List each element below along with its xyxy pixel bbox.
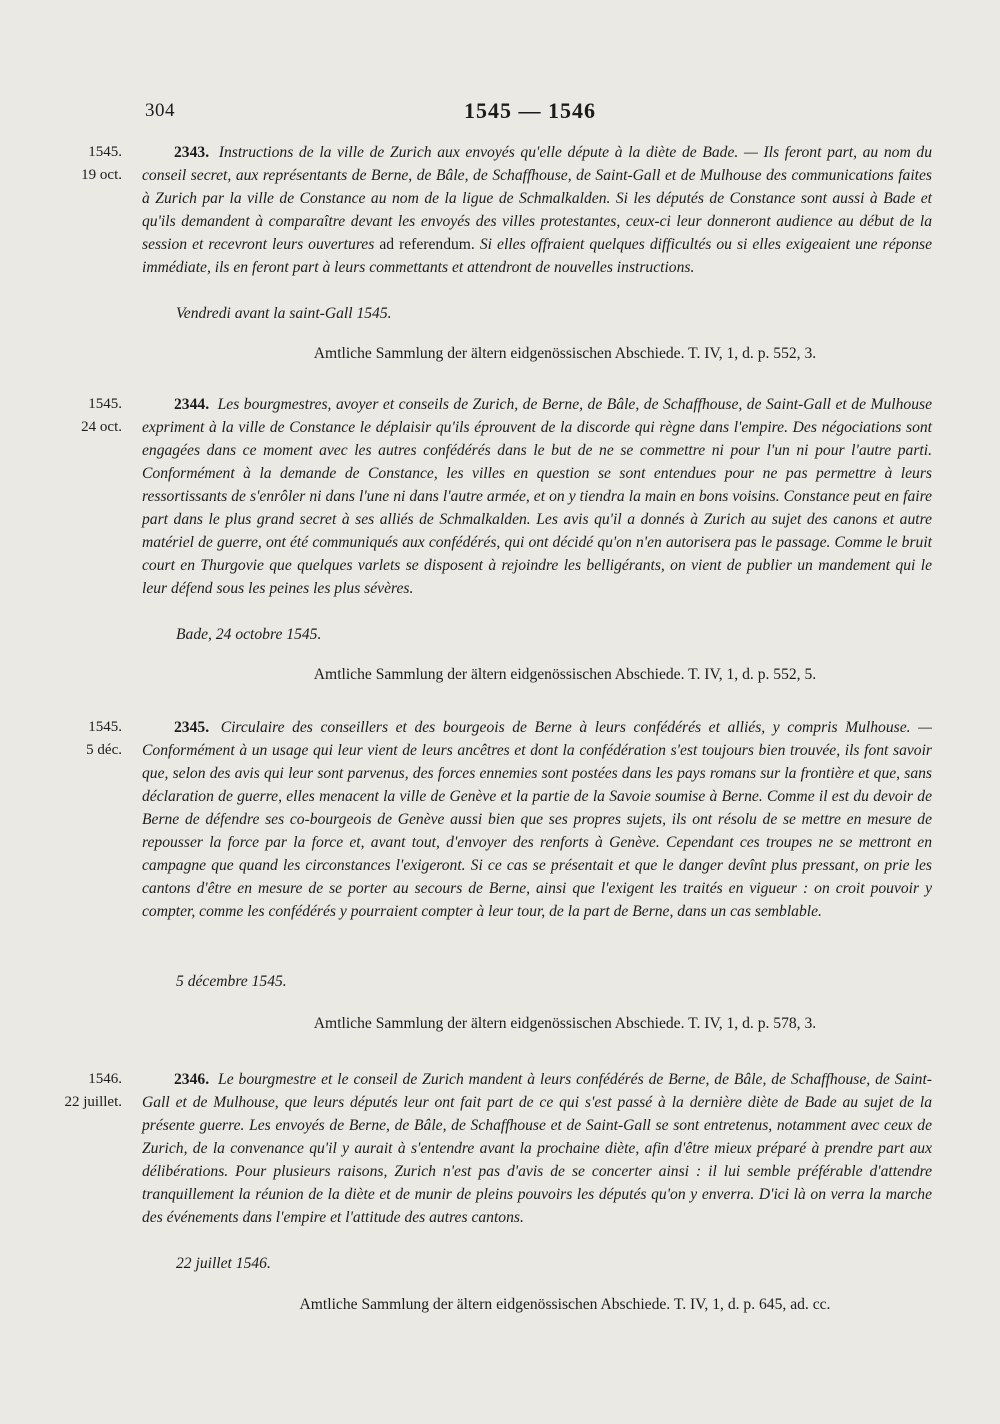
entry-source: Amtliche Sammlung der ältern eidgenössischen Abschiede. T. IV, 1, d. p. 645, ad. cc.: [299, 1296, 831, 1313]
entry-text-part: Circulaire des conseillers et des bourgeois de Berne à leurs confédérés et alliés, y compris Mulhouse. — Conformément à un usage qui leur vient de leurs ancêtres et dont la confédération s'est toujours bien trouvée, ils font savoir que, selon des avis qui leur sont parvenus, des forces ennemies sont postées dans les pays romans sur la frontière et que, sans déclaration de guerre, elles menacent la ville de Genève et la partie de la Savoie soumise à Berne. Comme il est du devoir de Berne de défendre ses co-bourgeois de Genève aussi bien que ses propres sujets, ils ont résolu de se mettre en mesure de repousser la force par la force et, avant tout, d'envoyer des renforts à Genève. Cependant ces troupes ne se mettront en campagne que quand les circonstances l'exigeront. Si ce cas se présentait et que le danger devînt plus pressant, on prie les cantons d'être en mesure de se porter au secours de Berne, ainsi que l'exigent les traités en vigueur : on croit pouvoir y compter, comme les confédérés y pourraient compter à leur tour, de la part de Berne, dans un cas semblable.: [142, 719, 932, 920]
margin-date: [40, 716, 122, 762]
margin-year: 1545.: [88, 719, 122, 735]
entry-source: Amtliche Sammlung der ältern eidgenössischen Abschiede. T. IV, 1, d. p. 578, 3.: [313, 1015, 817, 1032]
entry-date: Bade, 24 octobre 1545.: [176, 626, 322, 643]
page-number: 304: [145, 100, 175, 121]
margin-date: [40, 393, 122, 439]
entry-text-part: Les bourgmestres, avoyer et conseils de Zurich, de Berne, de Bâle, de Schaffhouse, de Saint-Gall et de Mulhouse expriment à la ville de Constance le déplaisir qu'ils éprouvent de la discorde qui règne dans l'empire. Des négociations sont engagées dans ce moment avec les autres confédérés dans le but de ne se commettre ni pour l'un ni pour l'autre parti. Conformément à la demande de Constance, les villes en question se sont entendues pour ne pas permettre à leurs ressortissants de s'enrôler ni dans l'une ni dans l'autre armée, et on y tiendra la main en bons voisins. Constance peut en faire part dans le plus grand secret à ses alliés de Schmalkalden. Les avis qu'il a donnés à Zurich au sujet des canons et autre matériel de guerre, ont été communiqués aux confédérés, qui ont décidé qu'on n'en autorisera pas le passage. Comme le bruit court en Thurgovie que quelques varlets se disposent à rejoindre les belligérants, on vient de publier un mandement qui le leur défend sous les peines les plus sévères.: [142, 396, 933, 597]
entry-number: 2343.: [174, 144, 210, 161]
entry-source: Amtliche Sammlung der ältern eidgenössischen Abschiede. T. IV, 1, d. p. 552, 3.: [313, 345, 817, 362]
margin-day: 22 juillet.: [64, 1094, 122, 1110]
margin-date: [40, 141, 122, 187]
margin-day: 19 oct.: [81, 167, 122, 183]
entry-date: 22 juillet 1546.: [176, 1255, 271, 1272]
entry-text: [142, 393, 932, 600]
entry-number: 2344.: [174, 396, 210, 413]
margin-year: 1545.: [88, 396, 122, 412]
entry-number: 2346.: [174, 1071, 210, 1088]
entry-text: [142, 716, 932, 923]
margin-year: 1545.: [88, 144, 122, 160]
entry-number: 2345.: [174, 719, 210, 736]
entry-text-roman: ad referendum.: [379, 236, 475, 253]
margin-date: [40, 1068, 122, 1114]
entry-date: 5 décembre 1545.: [176, 973, 287, 990]
margin-day: 5 déc.: [86, 742, 122, 758]
entry-text: [142, 141, 932, 279]
entry-date: Vendredi avant la saint-Gall 1545.: [176, 305, 392, 322]
page-title: 1545 — 1546: [464, 98, 596, 123]
entry-source: Amtliche Sammlung der ältern eidgenössischen Abschiede. T. IV, 1, d. p. 552, 5.: [313, 666, 817, 683]
margin-year: 1546.: [88, 1071, 122, 1087]
margin-day: 24 oct.: [81, 419, 122, 435]
entry-text-part: Si elles offraient quelques difficultés ou si elles exigeaient une réponse immédiate, ils en feront part à leurs commettants et attendront de nouvelles instructions.: [142, 236, 932, 276]
entry-text-part: Le bourgmestre et le conseil de Zurich mandent à leurs confédérés de Berne, de Bâle, de Schaffhouse, de Saint-Gall et de Mulhouse, que leurs députés leur ont fait part de ce qui s'est passé à la dernière diète de Bade au sujet de la présente guerre. Les envoyés de Berne, de Bâle, de Schaffhouse et de Saint-Gall se sont entretenus, notamment avec ceux de Zurich, de la convenance qu'il y aurait à s'entendre avant la prochaine diète, afin d'être mieux préparé à prendre part aux délibérations. Pour plusieurs raisons, Zurich n'est pas d'avis de se concerter ainsi : il lui semble préférable d'attendre tranquillement la réunion de la diète et de munir de pleins pouvoirs les députés qu'on y enverra. D'ici là on verra la marche des événements dans l'empire et l'attitude des autres cantons.: [142, 1071, 932, 1226]
entry-text: [142, 1068, 932, 1229]
entry-text-part: Instructions de la ville de Zurich aux envoyés qu'elle députe à la diète de Bade. — Ils feront part, au nom du conseil secret, aux représentants de Berne, de Bâle, de Schaffhouse, de Saint-Gall et de Mulhouse des communications faites à Zurich par la ville de Constance au nom de la ligue de Schmalkalden. Si les députés de Constance sont aussi à Bade et qu'ils demandent à comparaître devant les envoyés des villes protestantes, ceux-ci leur donneront audience au début de la session et recevront leurs ouvertures: [142, 144, 932, 253]
